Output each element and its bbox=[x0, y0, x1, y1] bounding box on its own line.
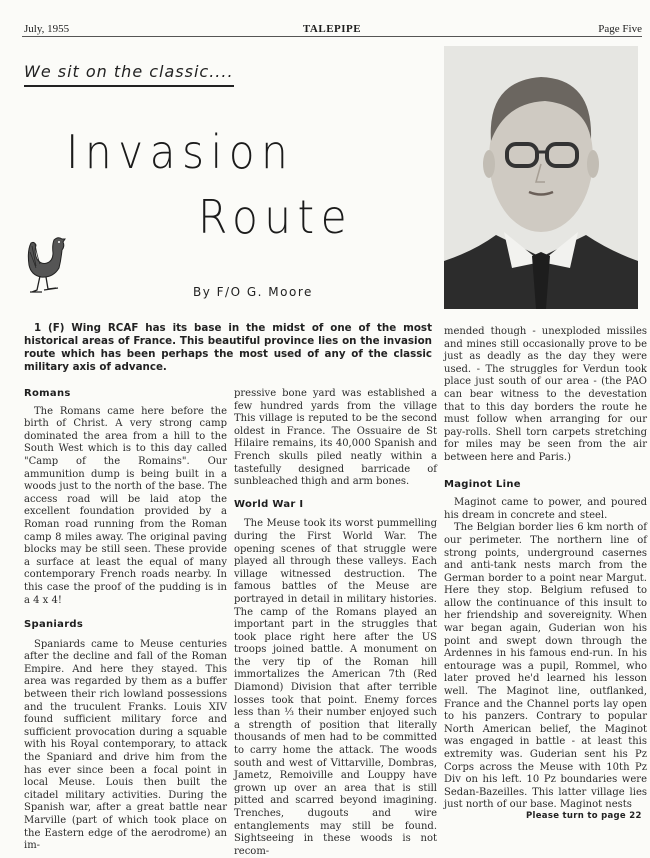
section-body-romans: The Romans came here before the birth of Christ. A very strong camp dominated the area from a hill to the South West which is to this day called "Camp of the Romains". Our ammunition dump is being built in a woods just to the north of the base. The access road will be laid atop the excellent foundation provided by a Roman road running from the Roman camp 8 miles away. The original paving blocks may be still seen. These provide a surface at least the equal of many contemporary French roads nearby. In this case the proof of the pudding is in a 4 x 4! bbox=[24, 405, 227, 606]
article-title-line-1: Invasion bbox=[66, 125, 295, 179]
rooster-icon bbox=[24, 232, 72, 300]
section-heading-spaniards: Spaniards bbox=[24, 619, 84, 631]
column-3 bbox=[444, 326, 647, 812]
article-title-line-2: Route bbox=[198, 190, 354, 244]
section-body-spaniards-continued: pressive bone yard was established a few hundred yards from the village This village is reputed to be the second oldest in France. The Ossuaire de St Hilaire remains, its 40,000 Spanish and French skulls piled neatly within a tastefully designed barricade of sunbleached thigh and arm bones. bbox=[234, 388, 437, 488]
continuation-note: Please turn to page 22 bbox=[526, 811, 642, 821]
article-lede: 1 (F) Wing RCAF has its base in the midst of one of the most historical areas of France. This beautiful province lies on the invasion route which has been perhaps the most used of any of the classic military axis of advance. bbox=[24, 322, 432, 373]
issue-date: July, 1955 bbox=[24, 23, 70, 35]
section-heading-world-war-1: World War I bbox=[234, 498, 304, 510]
section-body-maginot-2: The Belgian border lies 6 km north of our perimeter. The northern line of strong points, underground casernes and anti-tank nests march from the German border to a point near Margut. Here they stop. Belgium refused to allow the continuance of this insult to her friendship and sovereignity. When war began again, Guderian won his point and swept down through the Ardennes in his famous end-run. In his entourage was a pupil, Rommel, who later proved he'd learned his lesson well. The Maginot line, outflanked, France and the Channel ports lay open to his panzers. Contrary to popular North American belief, the Maginot was engaged in battle - at least this extremity was. Guderian sent his Pz Corps across the Meuse with 10th Pz Div on his left. 10 Pz boundaries were Sedan-Bazeilles. This latter village lies just north of our base. Maginot nests bbox=[444, 522, 647, 811]
section-heading-maginot-line: Maginot Line bbox=[444, 478, 521, 490]
section-body-maginot-1: Maginot came to power, and poured his dream in concrete and steel. bbox=[444, 497, 647, 521]
column-2 bbox=[234, 388, 437, 858]
section-body-world-war-1-continued: mended though - unexploded missiles and mines still occasionally prove to be just as deadly as the day they were used. - The struggles for Verdun took place just south of our area - (the PAO can bear witness to the devestation that to this day borders the route he must follow when arranging for our pay-rolls. Shell torn carpets stretching for miles may be seen from the air between here and Paris.) bbox=[444, 326, 647, 463]
publication-name: TALEPIPE bbox=[302, 23, 362, 35]
article-byline: By F/O G. Moore bbox=[193, 285, 313, 299]
page-number: Page Five bbox=[598, 23, 642, 35]
section-body-world-war-1: The Meuse took its worst pummelling during the First World War. The opening scenes of that struggle were played all through these valleys. Each village witnessed destruction. The famous battles of the Meuse are portrayed in detail in military histories. The camp of the Romans played an important part in the struggles that took place right here after the US troops joined battle. A monument on the very tip of the Roman hill immortalizes the American 7th (Red Diamond) Division that after terrible losses took that point. Enemy forces less than ⅓ their number enjoyed such a strength of position that literally thousands of men had to be committed to carry home the attack. The woods south and west of Vittarville, Dombras, Jametz, Remoiville and Louppy have grown up over an area that is still pitted and scarred beyond imagining. Trenches, dugouts and wire entanglements may still be found. Sightseeing in these woods is not recom- bbox=[234, 518, 437, 857]
column-1 bbox=[24, 388, 227, 853]
running-header bbox=[22, 20, 642, 37]
article-kicker: We sit on the classic.... bbox=[24, 62, 234, 87]
section-body-spaniards: Spaniards came to Meuse centuries after the decline and fall of the Roman Empire. And here they stayed. This area was regarded by them as a buffer between their rich lowland possessions and the truculent Franks. Louis XIV found sufficient military force and sufficient provocation during a squable with his Royal contemporary, to attack the Spaniard and drive him from the has ever since been a focal point in local Meuse. Louis then built the citadel military activities. During the Spanish war, after a great battle near Marville (part of which took place on the Eastern edge of the aerodrome) an im- bbox=[24, 638, 227, 852]
section-heading-romans: Romans bbox=[24, 388, 71, 399]
author-portrait-photo bbox=[444, 46, 638, 309]
